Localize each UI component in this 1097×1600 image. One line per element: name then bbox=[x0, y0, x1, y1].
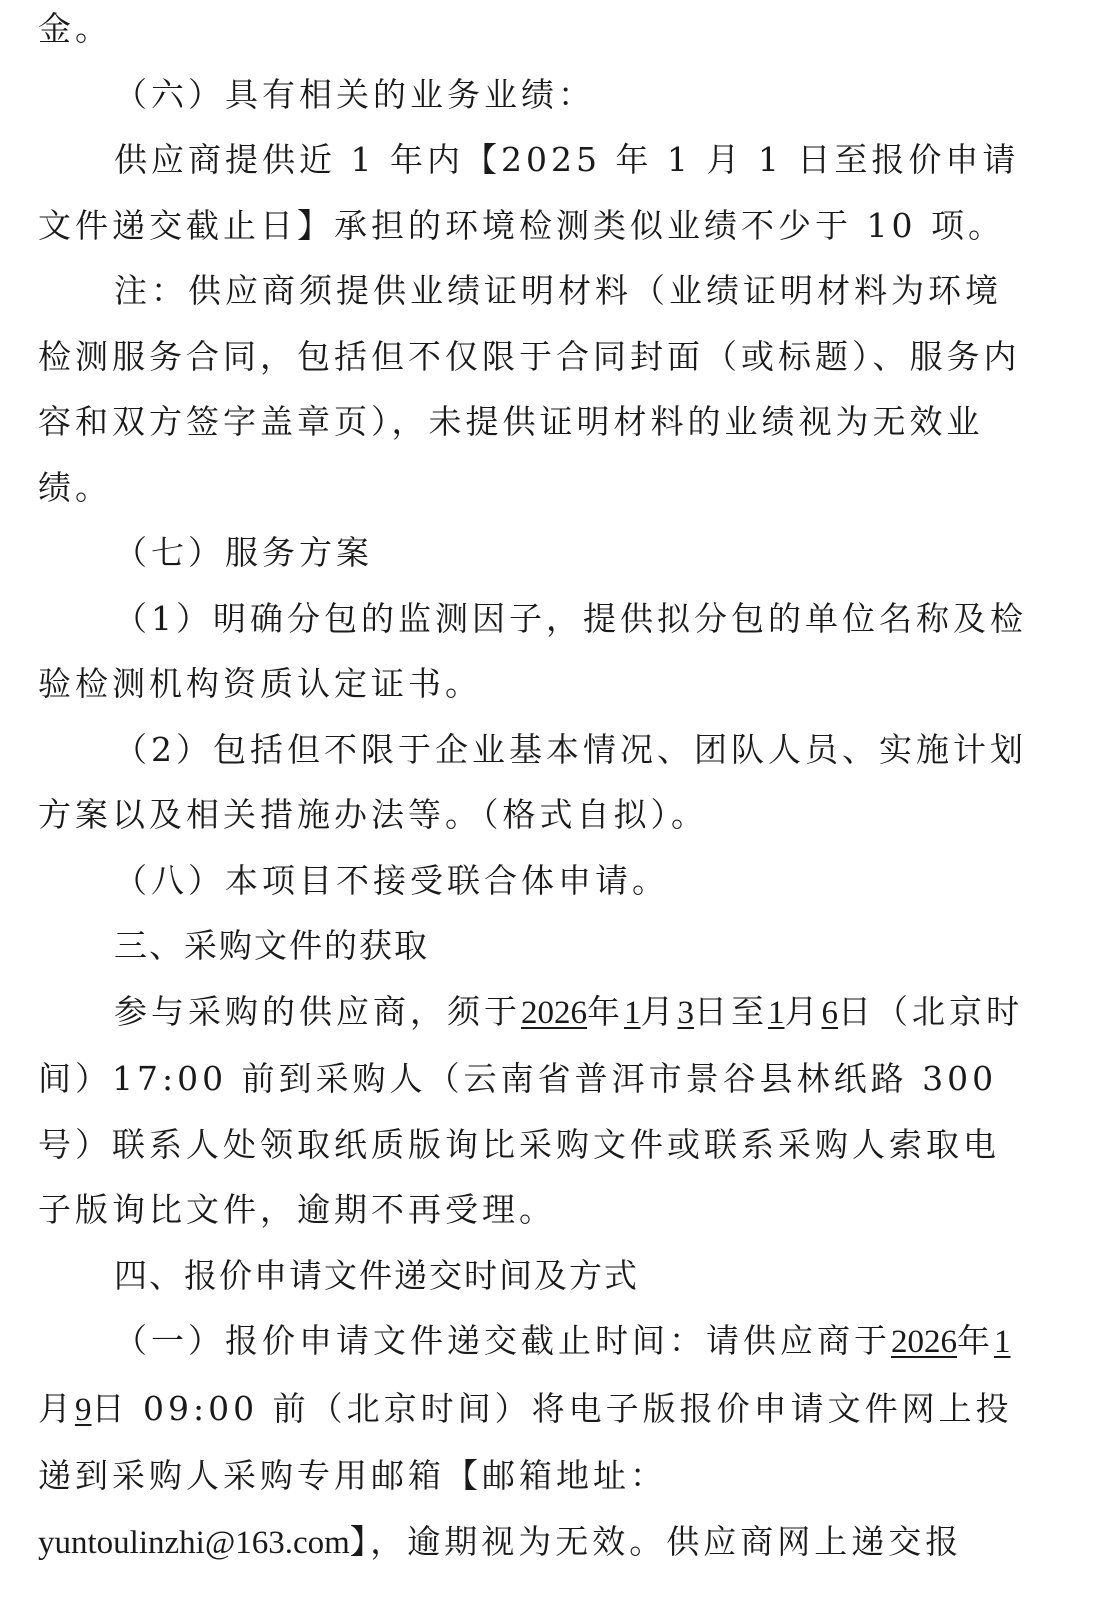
paragraph-continuation: 金。 bbox=[38, 9, 112, 48]
acquisition-month-unit-2: 月 bbox=[784, 991, 822, 1031]
section-service-plan-heading: （七）服务方案 bbox=[114, 533, 373, 572]
acquisition-lead: 参与采购的供应商，须于 bbox=[114, 991, 521, 1031]
deadline-day: 9 bbox=[75, 1391, 92, 1428]
section-three-heading: 三、采购文件的获取 bbox=[114, 926, 429, 965]
document-body bbox=[38, 0, 1027, 1576]
deadline-year: 2026 bbox=[891, 1324, 957, 1360]
acquisition-start-month: 1 bbox=[624, 994, 641, 1031]
section-performance-heading: （六）具有相关的业务业绩： bbox=[114, 74, 595, 114]
performance-requirement: 供应商提供近 1 年内【2025 年 1 月 1 日至报价申请文件递交截止日】承担的环境检测类似业绩不少于 10 项。 bbox=[38, 140, 1020, 245]
deadline-month: 1 bbox=[994, 1324, 1011, 1360]
acquisition-paragraph bbox=[38, 979, 1027, 1243]
deadline-paragraph bbox=[38, 1308, 1027, 1576]
acquisition-start-day: 3 bbox=[677, 994, 694, 1031]
deadline-lead: （一）报价申请文件递交截止时间：请供应商于 bbox=[114, 1321, 891, 1360]
performance-note: 注：供应商须提供业绩证明材料（业绩证明材料为环境检测服务合同，包括但不仅限于合同封面（或标题）、服务内容和双方签字盖章页），未提供证明材料的业绩视为无效业绩。 bbox=[38, 271, 1021, 507]
acquisition-year: 2026 bbox=[521, 994, 587, 1031]
deadline-tail: 】，逾期视为无效。供应商网上递交报 bbox=[349, 1521, 963, 1561]
deadline-rest: 日 09:00 前（北京时间）将电子版报价申请文件网上投递到采购人采购专用邮箱【邮箱地址： bbox=[38, 1388, 1013, 1495]
acquisition-end-month: 1 bbox=[768, 994, 785, 1031]
acquisition-rest: （北京时间）17:00 前到采购人（云南省普洱市景谷县林纸路 300 号）联系人处领取纸质版询比采购文件或联系采购人索取电子版询比文件，逾期不再受理。 bbox=[38, 991, 1023, 1229]
acquisition-to: 日至 bbox=[694, 991, 768, 1031]
acquisition-month-unit: 月 bbox=[640, 991, 678, 1031]
acquisition-year-unit: 年 bbox=[587, 991, 624, 1031]
section-four-heading: 四、报价申请文件递交时间及方式 bbox=[114, 1255, 639, 1295]
acquisition-end-day: 6 bbox=[821, 994, 838, 1031]
service-plan-item-2: （2）包括但不限于企业基本情况、团队人员、实施计划方案以及相关措施办法等。（格式自拟）。 bbox=[38, 729, 1027, 834]
deadline-year-unit: 年 bbox=[957, 1321, 994, 1360]
consortium-notice: （八）本项目不接受联合体申请。 bbox=[114, 860, 669, 900]
email-address: yuntoulinzhi@163.com bbox=[38, 1524, 350, 1561]
acquisition-day-unit: 日 bbox=[838, 991, 875, 1031]
deadline-month-unit: 月 bbox=[38, 1388, 75, 1428]
service-plan-item-1: （1）明确分包的监测因子，提供拟分包的单位名称及检验检测机构资质认定证书。 bbox=[38, 598, 1027, 703]
